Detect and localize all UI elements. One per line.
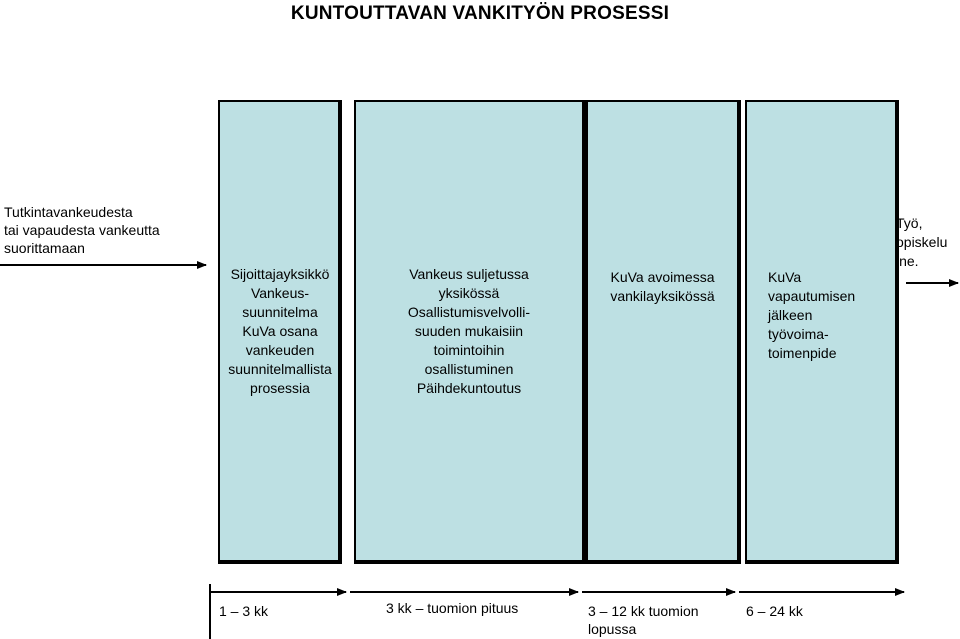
phase-line: Osallistumisvelvolli-	[407, 304, 531, 320]
timeline-label	[219, 602, 268, 620]
phase-line: suuden mukaisiin	[414, 323, 524, 339]
timeline-label-line: 3 – 12 kk tuomion	[588, 603, 699, 619]
timeline-label-line: 6 – 24 kk	[746, 603, 803, 619]
phase-line: Vankeus suljetussa	[409, 266, 529, 282]
phase-line: vankilayksikössä	[610, 288, 715, 304]
phase-line: KuVa	[768, 269, 802, 285]
phase-line: osallistuminen	[424, 361, 514, 377]
intro-line: tai vapaudesta vankeutta	[4, 222, 160, 238]
phase-line: Vankeus-	[250, 285, 310, 301]
phase-line: prosessia	[250, 380, 310, 396]
outcome-line: Työ,	[896, 215, 923, 231]
phase-line: vankeuden	[245, 342, 315, 358]
intro-line: Tutkintavankeudesta	[4, 204, 133, 220]
phase-line: toimintoihin	[433, 342, 505, 358]
intro-line: suorittamaan	[4, 240, 85, 256]
timeline-label	[588, 602, 699, 638]
phase-line: jälkeen	[768, 307, 813, 323]
phase-line: yksikössä	[438, 285, 500, 301]
timeline-label	[386, 599, 518, 617]
phase-line: suunnitelma	[242, 304, 318, 320]
timeline-label-line: 3 kk – tuomion pituus	[386, 600, 519, 616]
phase-line: KuVa avoimessa	[610, 269, 715, 285]
page-title: KUNTOUTTAVAN VANKITYÖN PROSESSI	[290, 3, 670, 24]
phase-line: vapautumisen	[768, 288, 856, 304]
phase-line: Päihdekuntoutus	[416, 380, 522, 396]
phase-line: suunnitelmallista	[228, 361, 332, 377]
outcome-line: jne.	[896, 253, 919, 269]
timeline-label-line: 1 – 3 kk	[219, 603, 269, 619]
timeline-label-line: lopussa	[588, 621, 637, 637]
phase-line: Sijoittajayksikkö	[230, 266, 330, 282]
phase-line: KuVa osana	[242, 323, 318, 339]
phase-line: toimenpide	[768, 345, 837, 361]
outcome-line: opiskelu	[896, 234, 948, 250]
phase-line: työvoima-	[768, 326, 829, 342]
timeline-label	[746, 602, 803, 620]
